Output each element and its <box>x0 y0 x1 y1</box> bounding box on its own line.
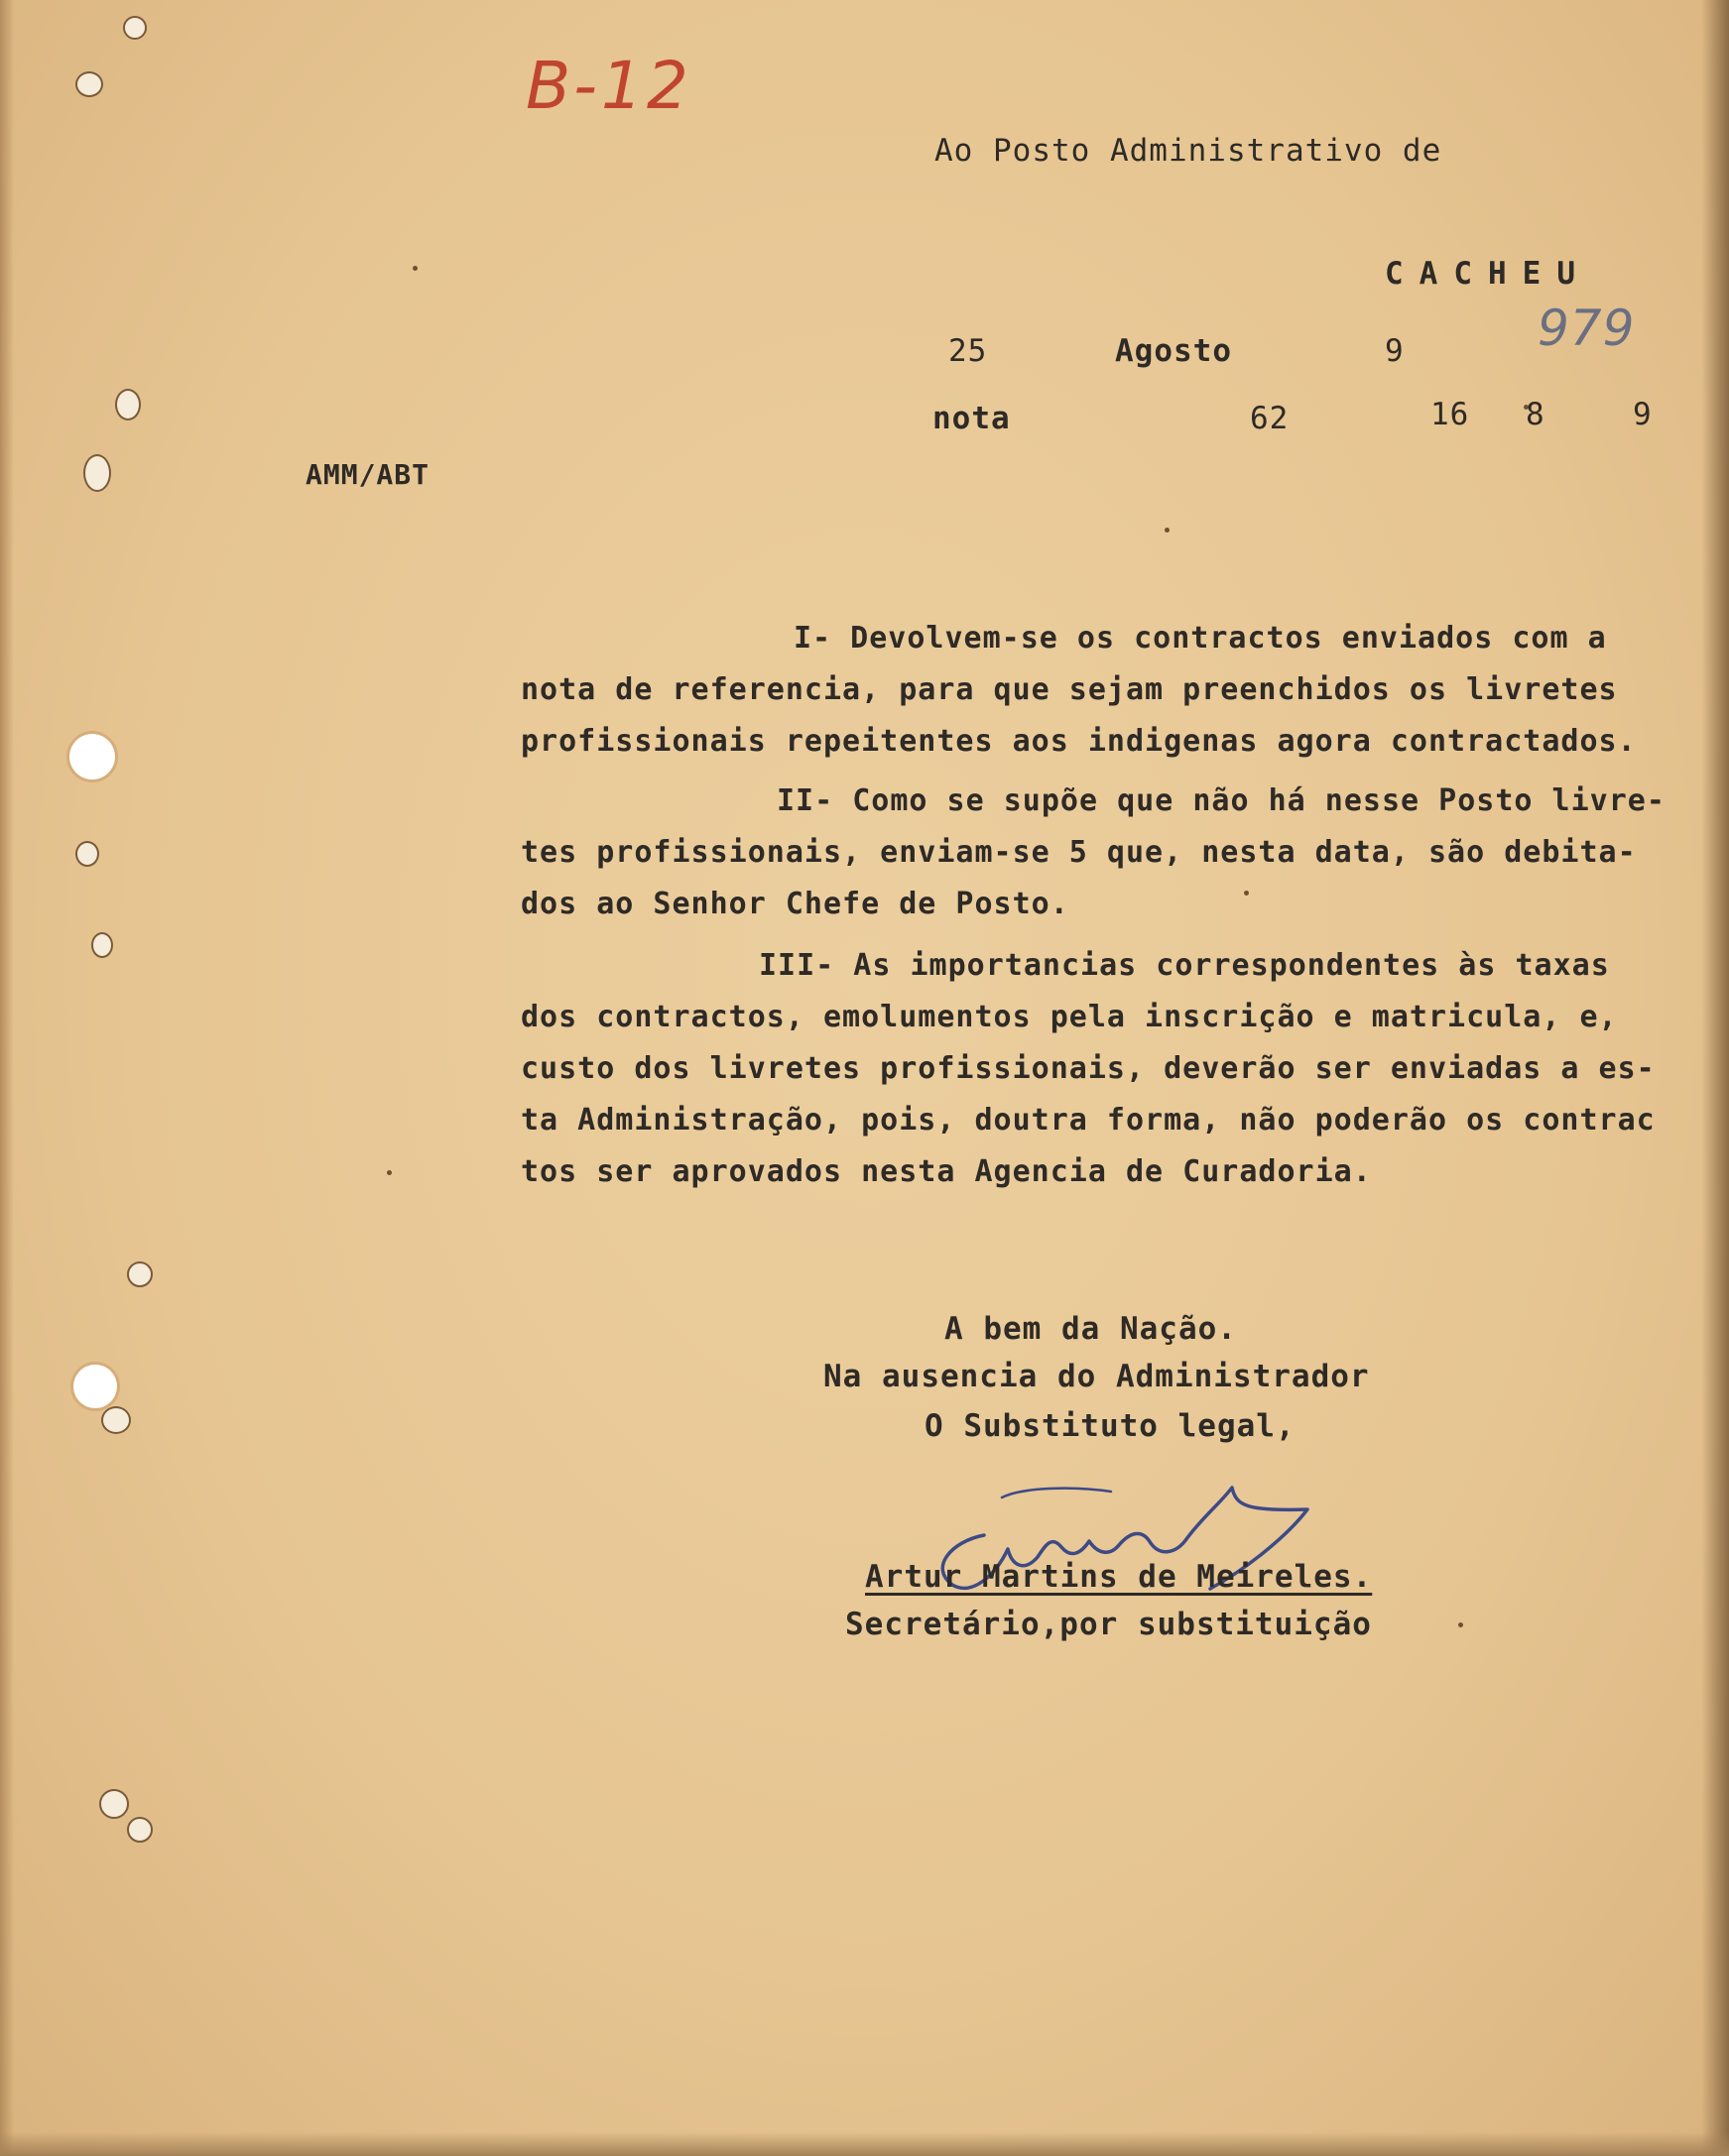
date-year-typed: 9 <box>1385 333 1405 369</box>
punch-hole <box>73 1365 117 1408</box>
date-day: 25 <box>948 333 988 369</box>
paragraph-2 <box>521 776 1706 930</box>
paragraph-line: dos ao Senhor Chefe de Posto. <box>521 887 1069 921</box>
closing-absence-line: Na ausencia do Administrador <box>823 1359 1370 1394</box>
date-year-handwritten: 979 <box>1538 299 1636 357</box>
file-code: B-12 <box>526 48 692 124</box>
paper-damage-mark <box>75 71 103 97</box>
initials: AMM/ABT <box>306 458 431 491</box>
paper-damage-mark <box>127 1261 153 1287</box>
paper-damage-mark <box>99 1789 129 1819</box>
paragraph-line: II- Como se supõe que não há nesse Posto livre- <box>777 783 1666 818</box>
paragraph-line: dos contractos, emolumentos pela inscrição e matricula, e, <box>521 1000 1618 1034</box>
paragraph-line: nota de referencia, para que sejam preenchidos os livretes <box>521 672 1618 707</box>
paper-stain <box>413 266 418 271</box>
recipient-line: Ao Posto Administrativo de <box>934 133 1442 169</box>
note-label: nota <box>932 401 1011 436</box>
paragraph-line: I- Devolvem-se os contractos enviados com a <box>794 621 1607 656</box>
paragraph-1 <box>521 613 1706 768</box>
note-reference-2: 8 <box>1526 397 1545 432</box>
paragraph-line: custo dos livretes profissionais, deverão ser enviadas a es- <box>521 1051 1656 1086</box>
paragraph-3 <box>521 940 1706 1198</box>
signatory-name: Artur Martins de Meireles. <box>865 1559 1373 1595</box>
paragraph-line: tos ser aprovados nesta Agencia de Curadoria. <box>521 1154 1372 1189</box>
paper-stain <box>1458 1622 1463 1627</box>
paragraph-line: tes profissionais, enviam-se 5 que, nesta data, são debita- <box>521 835 1637 870</box>
paper-damage-mark <box>115 389 141 420</box>
paragraph-line: profissionais repeitentes aos indigenas agora contractados. <box>521 724 1637 759</box>
paragraph-line: ta Administração, pois, doutra forma, não poderão os contrac <box>521 1103 1656 1138</box>
paper-damage-mark <box>75 841 99 867</box>
note-reference-3: 9 <box>1633 397 1653 432</box>
closing-substitute-line: O Substituto legal, <box>925 1408 1296 1444</box>
paper-damage-mark <box>83 454 111 492</box>
paper-damage-mark <box>123 16 147 40</box>
date-month: Agosto <box>1115 333 1232 369</box>
punch-hole <box>69 734 115 779</box>
place-name: CACHEU <box>1385 256 1591 292</box>
paragraph-line: III- As importancias correspondentes às taxas <box>759 948 1610 983</box>
signatory-title: Secretário,por substituição <box>845 1607 1372 1642</box>
paper-edge-bottom <box>0 2132 1729 2156</box>
paper-stain <box>387 1170 392 1175</box>
closing-salutation: A bem da Nação. <box>944 1311 1237 1347</box>
note-number: 62 <box>1250 401 1290 436</box>
paper-damage-mark <box>127 1817 153 1843</box>
paper-edge-left <box>0 0 14 2156</box>
paper-damage-mark <box>91 932 113 958</box>
paper-stain <box>1165 528 1170 533</box>
paper-damage-mark <box>101 1406 131 1434</box>
note-reference-1: 16 <box>1430 397 1470 432</box>
